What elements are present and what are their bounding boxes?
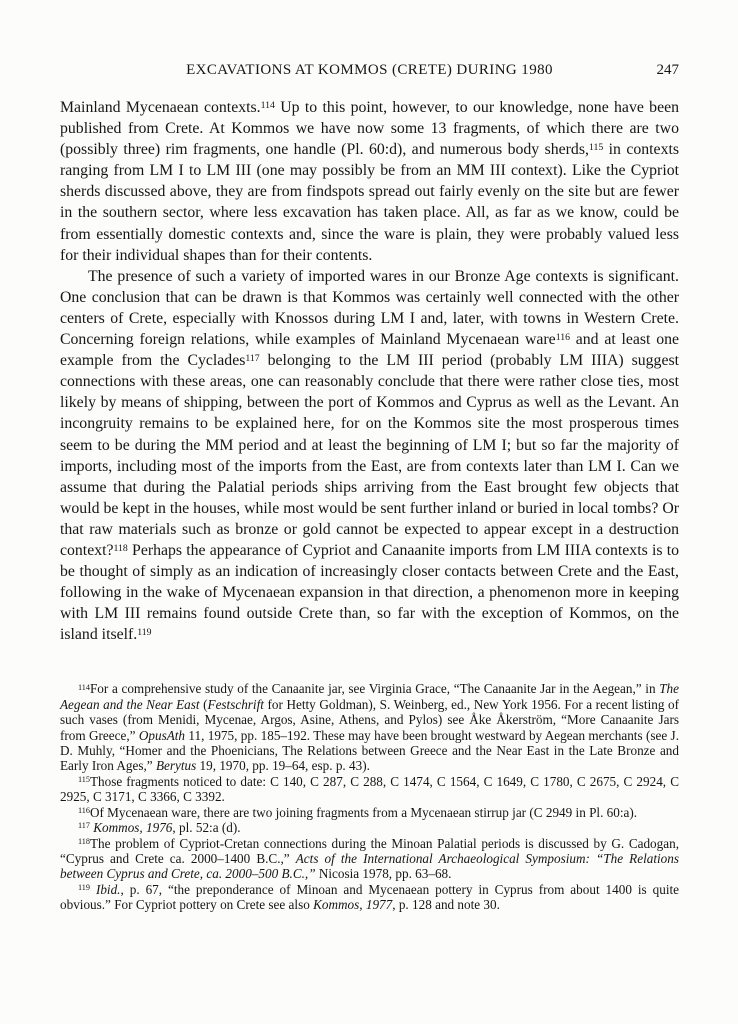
footnote-reference: 115 [588, 141, 604, 153]
text-segment: OpusAth [138, 727, 186, 743]
footnote-reference: 118 [113, 542, 128, 554]
text-segment: Berytus [155, 758, 197, 774]
text-segment: for Hetty Goldman), S. Weinberg, ed., New York 1956. For a recent listing of such vases (from Menidi, Mycenae, Argos, Asine, Athens, and Pylos) see Åke Åkerström, “More Canaanite Jars from Greece,” [60, 696, 679, 743]
text-segment: in contexts ranging from LM I to LM III (one may possibly be from an MM III context). Like the Cypriot sherds discussed above, they are from findspots spread out fairly evenly on the site but are fewer in the southern sector, where less excavation has taken place. All, as far as we know, could be from essentially domestic contexts and, since the ware is plain, they were probably valued less for their individual shapes than for their contents. [60, 141, 679, 264]
footnote-114 [60, 681, 679, 773]
text-segment: , pl. 52:a (d). [172, 820, 241, 836]
text-segment: 19, 1970, pp. 19–64, esp. p. 43). [196, 758, 370, 774]
footnote-117 [60, 820, 679, 835]
footnote-reference: 115 [78, 775, 90, 785]
text-segment: , p. 67, “the preponderance of Minoan and Mycenaean pottery in Cyprus from about 1400 is quite obvious.” For Cypriot pottery on Crete see also [60, 881, 680, 913]
text-segment: and at least one example from the Cyclades [60, 331, 680, 370]
text-segment: Nicosia 1978, pp. 63–68. [315, 866, 452, 882]
text-segment: Ibid. [95, 881, 121, 897]
footnote-reference: 114 [260, 99, 275, 111]
footnote-116 [60, 805, 679, 820]
page-number: 247 [656, 62, 679, 78]
paragraph-imported-wares [60, 266, 679, 646]
paragraph-mainland-contexts [60, 97, 679, 266]
footnote-reference: 116 [78, 806, 90, 816]
text-segment: The Aegean and the Near East [60, 681, 679, 712]
text-segment: The presence of such a variety of imported wares in our Bronze Age contexts is significant. One conclusion that can be drawn is that Kommos was certainly well connected with the other centers of Crete, especially with Knossos during LM I and, later, with towns in Western Crete. Concerning foreign relations, while examples of Mainland Mycenaean ware [60, 267, 679, 349]
footnote-115 [60, 774, 679, 805]
text-segment: Mainland Mycenaean contexts. [60, 99, 261, 116]
body-text [60, 97, 679, 645]
footnote-reference: 118 [78, 836, 90, 846]
text-segment: Kommos, 1976 [93, 820, 173, 836]
footnote-reference: 116 [555, 331, 570, 343]
text-segment: Acts of the International Archaeological Symposium: “The Relations between Cyprus and Crete, ca. 2000–500 B.C.,” [60, 850, 679, 882]
text-segment: belonging to the LM III period (probably LM IIIA) suggest connections with these areas, one can reasonably conclude that there were rather close ties, most likely by means of shipping, between the port of Kommos and Cyprus as well as the Levant. An incongruity remains to be explained here, for on the Kommos site the most prosperous times seem to be during the MM period and at least the beginning of LM I; but so far the majority of imports, including most of the imports from the East, are from contexts later than LM I. Can we assume that during the Palatial periods ships arriving from the East brought few objects that would be kept in the houses, while most would be sent further inland or buried in local tombs? Or that raw materials such as bronze or gold cannot be expected to appear except in a destruction context? [60, 352, 680, 559]
text-segment: Festschrift [207, 696, 264, 712]
footnote-reference: 117 [78, 821, 90, 831]
text-segment: ( [199, 696, 208, 712]
footnote-reference: 117 [245, 352, 260, 364]
text-segment: Of Mycenaean ware, there are two joining fragments from a Mycenaean stirrup jar (C 2949 in Pl. 60:a). [89, 804, 638, 820]
text-segment: Up to this point, however, to our knowledge, none have been published from Crete. At Kommos we have now some 13 fragments, of which there are two (possibly three) rim fragments, one handle (Pl. 60:d), and numerous body sherds, [60, 99, 679, 159]
text-segment: Perhaps the appearance of Cypriot and Canaanite imports from LM IIIA contexts is to be thought of simply as an indication of increasingly closer contacts between Crete and the East, following in the wake of Mycenaean expansion in that direction, a phenomenon more in keeping with LM III remains found outside Crete than, so far with the exception of Kommos, on the island itself. [60, 541, 679, 644]
text-segment: Kommos, 1977 [313, 897, 393, 913]
text-segment: , p. 128 and note 30. [392, 897, 500, 913]
text-segment: For a comprehensive study of the Canaanite jar, see Virginia Grace, “The Canaanite Jar in the Aegean,” in [89, 681, 660, 697]
footnote-reference: 119 [78, 883, 90, 893]
footnote-118 [60, 836, 679, 882]
page-header [60, 62, 679, 81]
footnote-reference: 114 [78, 682, 90, 692]
text-segment: The problem of Cypriot-Cretan connections during the Minoan Palatial periods is discussed by G. Cadogan, “Cyprus and Crete ca. 2000–1400 B.C.,” [60, 835, 679, 866]
text-segment: 11, 1975, pp. 185–192. These may have been brought westward by Aegean merchants (see J. D. Muhly, “Homer and the Phoenicians, The Relations between Greece and the Near East in the Late Bronze and Early Iron Ages,” [60, 727, 679, 774]
footnote-119 [60, 882, 679, 913]
text-segment: Those fragments noticed to date: C 140, C 287, C 288, C 1474, C 1564, C 1649, C 1780, C 2675, C 2924, C 2925, C 3171, C 3366, C 3392. [60, 773, 679, 805]
footnotes-section [60, 681, 679, 912]
running-title: EXCAVATIONS AT KOMMOS (CRETE) DURING 1980 [186, 62, 553, 78]
footnote-reference: 119 [137, 626, 152, 638]
